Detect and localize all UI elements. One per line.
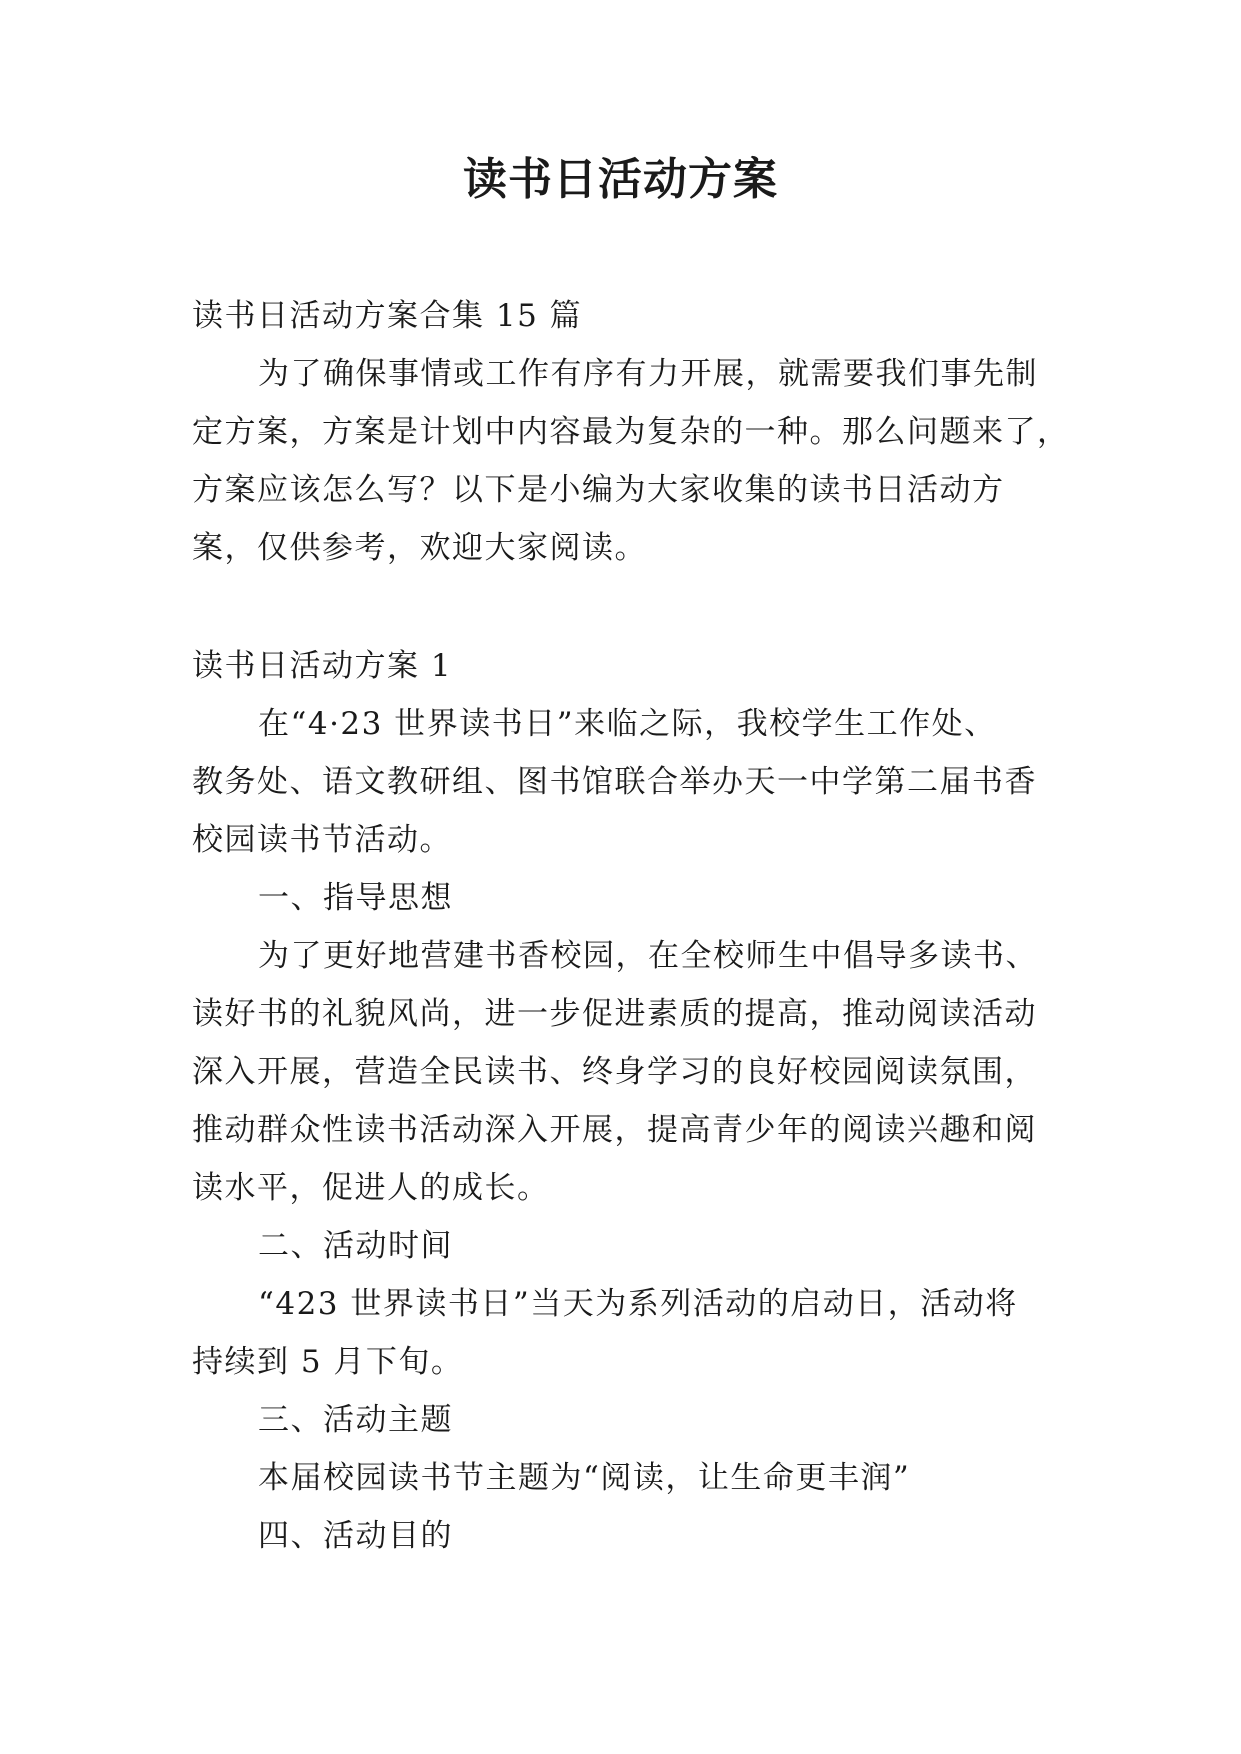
paragraph-line: 在“4·23 世界读书日”来临之际，我校学生工作处、 [258, 706, 997, 742]
paragraph-line: 读水平，促进人的成长。 [192, 1170, 550, 1206]
document-title: 读书日活动方案 [463, 154, 778, 205]
paragraph-line: “423 世界读书日”当天为系列活动的启动日，活动将 [258, 1286, 1018, 1322]
paragraph-line: 为了更好地营建书香校园，在全校师生中倡导多读书、 [258, 938, 1038, 974]
paragraph-line: 校园读书节活动。 [192, 822, 452, 858]
paragraph-line: 定方案，方案是计划中内容最为复杂的一种。那么问题来了， [192, 414, 1070, 450]
collection-heading: 读书日活动方案合集 15 篇 [192, 298, 583, 334]
subsection-heading: 一、指导思想 [258, 880, 453, 916]
section-heading: 读书日活动方案 1 [192, 648, 453, 684]
paragraph-line: 方案应该怎么写？以下是小编为大家收集的读书日活动方 [192, 472, 1005, 508]
paragraph-line: 教务处、语文教研组、图书馆联合举办天一中学第二届书香 [192, 764, 1037, 800]
paragraph-line: 推动群众性读书活动深入开展，提高青少年的阅读兴趣和阅 [192, 1112, 1037, 1148]
paragraph-line: 案，仅供参考，欢迎大家阅读。 [192, 530, 647, 566]
paragraph-line: 读好书的礼貌风尚，进一步促进素质的提高，推动阅读活动 [192, 996, 1037, 1032]
paragraph-line: 为了确保事情或工作有序有力开展，就需要我们事先制 [258, 356, 1038, 392]
paragraph-line: 深入开展，营造全民读书、终身学习的良好校园阅读氛围， [192, 1054, 1037, 1090]
subsection-heading: 二、活动时间 [258, 1228, 453, 1264]
paragraph-line: 持续到 5 月下旬。 [192, 1344, 464, 1380]
subsection-heading: 三、活动主题 [258, 1402, 453, 1438]
subsection-heading: 四、活动目的 [258, 1518, 453, 1554]
paragraph-line: 本届校园读书节主题为“阅读，让生命更丰润” [258, 1460, 911, 1496]
